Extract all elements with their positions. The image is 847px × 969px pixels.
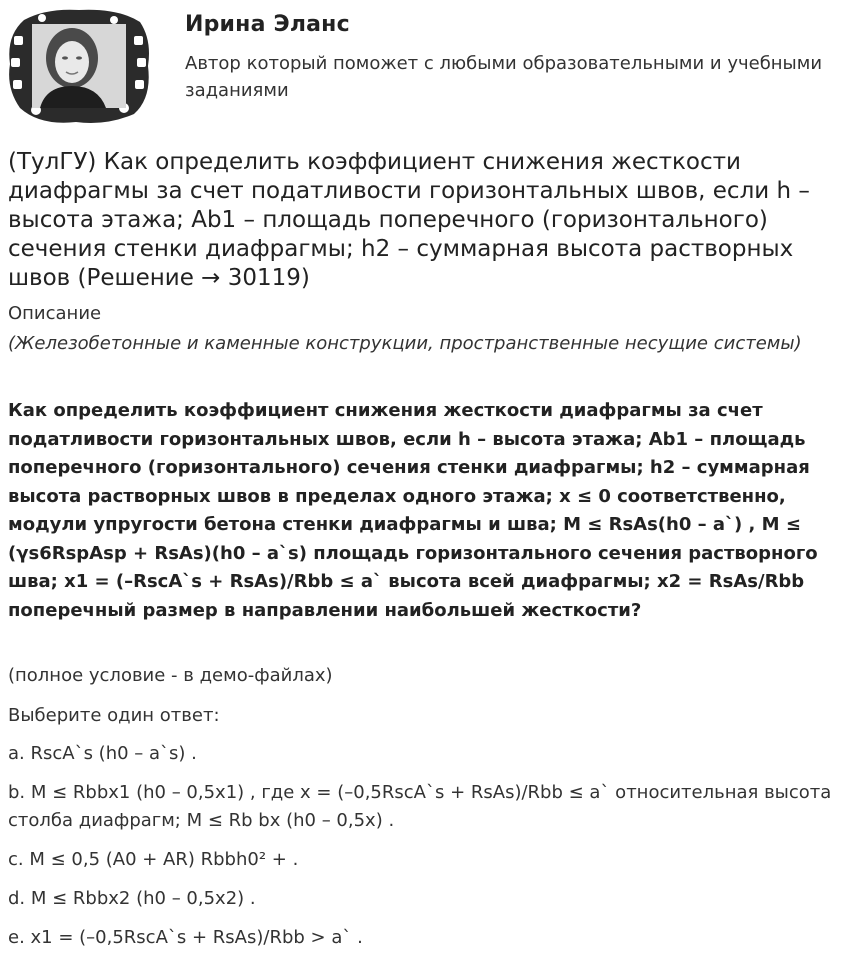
author-avatar[interactable] bbox=[6, 6, 152, 126]
full-condition-note: (полное условие - в демо-файлах) bbox=[8, 665, 333, 686]
author-header bbox=[0, 0, 847, 130]
author-name[interactable]: Ирина Эланс bbox=[185, 12, 350, 37]
answer-option-c[interactable]: c. M ≤ 0,5 (A0 + AR) Rbbh0² + . bbox=[8, 849, 299, 870]
choose-prompt: Выберите один ответ: bbox=[8, 705, 220, 726]
subject-category: (Железобетонные и каменные конструкции, пространственные несущие системы) bbox=[8, 333, 802, 354]
answer-option-a[interactable]: a. RscA`s (h0 – a`s) . bbox=[8, 743, 197, 764]
answer-option-d[interactable]: d. M ≤ Rbbx2 (h0 – 0,5x2) . bbox=[8, 888, 256, 909]
description-label: Описание bbox=[8, 303, 102, 324]
question-body: Как определить коэффициент снижения жесткости диафрагмы за счет податливости горизонтальных швов, если h – высота этажа; Ab1 – площадь поперечного (горизонтального) сечения стенки диафрагмы; h2 – суммарная высота растворных швов в пределах одного этажа; x ≤ 0 соответственно, модули упругости бетона стенки диафрагмы и шва; M ≤ RsAs(h0 – a`) , M ≤ (γs6RspAsp + RsAs)(h0 – a`s) площадь горизонтального сечения растворного шва; x1 = (–RscA`s + RsAs)/Rbb ≤ a` высота всей диафрагмы; x2 = RsAs/Rbb поперечный размер в направлении наибольшей жесткости? bbox=[8, 400, 818, 621]
answer-option-b[interactable]: b. M ≤ Rbbx1 (h0 – 0,5x1) , где x = (–0,5RscA`s + RsAs)/Rbb ≤ a` относительная высота столба диафрагм; M ≤ Rb bx (h0 – 0,5x) . bbox=[8, 782, 832, 831]
author-description: Автор который поможет с любыми образовательными и учебными заданиями bbox=[185, 53, 823, 101]
question-title: (ТулГУ) Как определить коэффициент снижения жесткости диафрагмы за счет податливости горизонтальных швов, если h – высота этажа; Ab1 – площадь поперечного (горизонтального) сечения стенки диафрагмы; h2 – суммарная высота растворных швов (Решение → 30119) bbox=[8, 149, 810, 291]
answer-option-e[interactable]: e. x1 = (–0,5RscA`s + RsAs)/Rbb > a` . bbox=[8, 927, 363, 948]
answer-options bbox=[8, 740, 840, 963]
